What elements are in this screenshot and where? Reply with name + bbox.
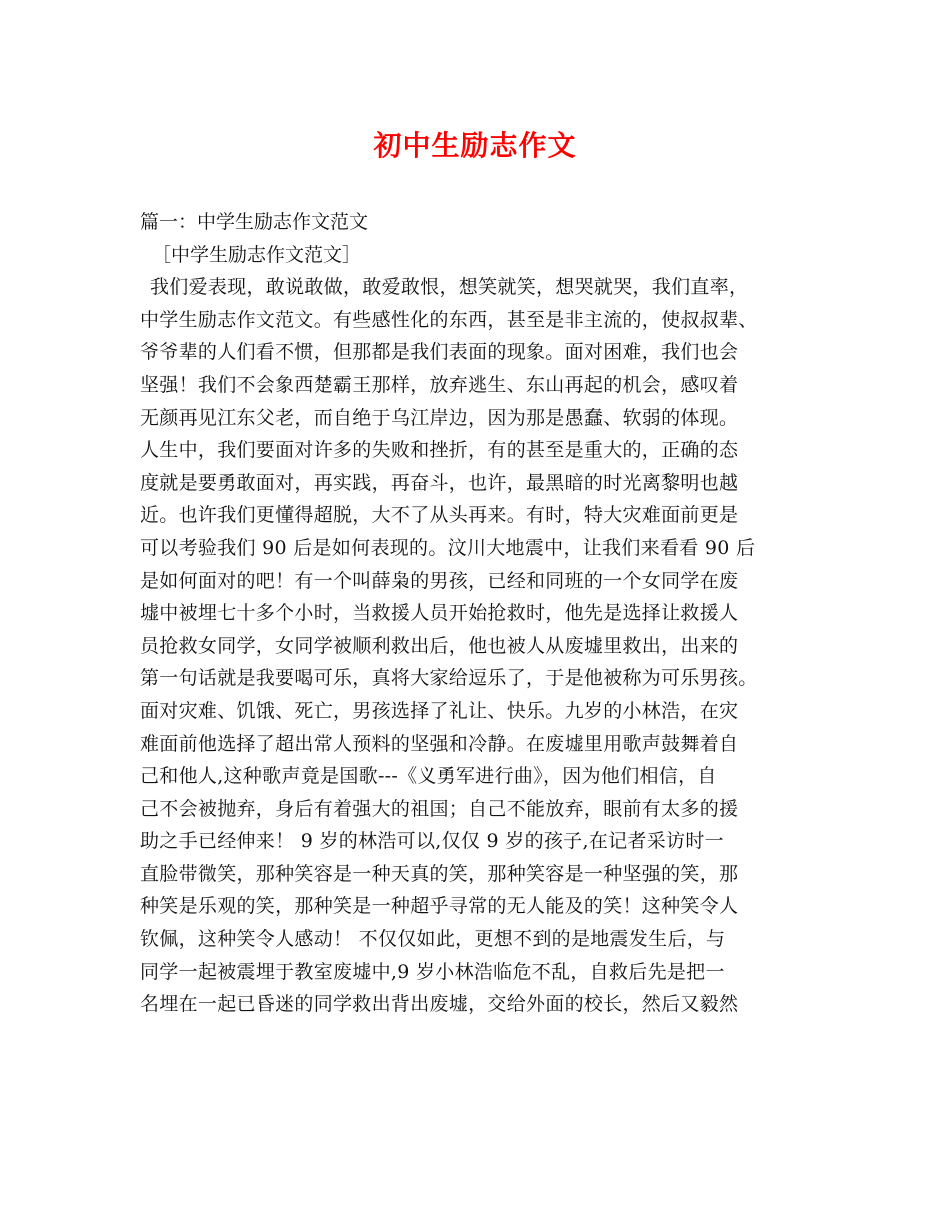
paragraph-line: 钦佩，这种笑令人感动！ 不仅仅如此，更想不到的是地震发生后，与 [140, 928, 726, 951]
paragraph-line: 种笑是乐观的笑，那种笑是一种超乎寻常的无人能及的笑！这种笑令人 [140, 895, 739, 918]
paragraph-line: 直脸带微笑，那种笑容是一种天真的笑，那种笑容是一种坚强的笑，那 [140, 862, 739, 885]
paragraph-line: 难面前他选择了超出常人预料的坚强和冷静。在废墟里用歌声鼓舞着自 [140, 732, 739, 755]
paragraph-line: 墟中被埋七十多个小时，当救援人员开始抢救时，他先是选择让救援人 [140, 602, 739, 625]
section-heading: 篇一：中学生励志作文范文 [140, 211, 369, 233]
section-subheading: ［中学生励志作文范文］ [152, 243, 362, 266]
document-title: 初中生励志作文 [373, 129, 577, 162]
paragraph-line: 坚强！我们不会象西楚霸王那样，放弃逃生、东山再起的机会，感叹着 [140, 373, 739, 396]
paragraph-line: 同学一起被震埋于教室废墟中,9 岁小林浩临危不乱，自救后先是把一 [140, 960, 725, 983]
paragraph-line: 人生中，我们要面对许多的失败和挫折，有的甚至是重大的，正确的态 [140, 439, 739, 462]
paragraph-line: 己不会被抛弃，身后有着强大的祖国；自己不能放弃，眼前有太多的援 [140, 797, 739, 820]
paragraph-line: 是如何面对的吧！有一个叫薛枭的男孩，已经和同班的一个女同学在废 [140, 569, 739, 592]
paragraph-line: 员抢救女同学，女同学被顺利救出后，他也被人从废墟里救出，出来的 [140, 634, 739, 657]
paragraph-line: 近。也许我们更懂得超脱，大不了从头再来。有时，特大灾难面前更是 [140, 504, 739, 527]
paragraph-line: 己和他人,这种歌声竟是国歌---《义勇军进行曲》，因为他们相信，自 [140, 765, 717, 788]
paragraph-line: 爷爷辈的人们看不惯，但那都是我们表面的现象。面对困难，我们也会 [140, 341, 739, 364]
paragraph-line: 面对灾难、饥饿、死亡，男孩选择了礼让、快乐。九岁的小林浩，在灾 [140, 699, 739, 722]
paragraph-line: 无颜再见江东父老，而自绝于乌江岸边，因为那是愚蠢、软弱的体现。 [140, 406, 739, 429]
paragraph-line: 中学生励志作文范文。有些感性化的东西，甚至是非主流的，使叔叔辈、 [140, 308, 758, 331]
document-body [140, 206, 820, 1021]
paragraph-line: 助之手已经伸来！ 9 岁的林浩可以,仅仅 9 岁的孩子,在记者采访时一 [140, 830, 724, 853]
paragraph-line: 度就是要勇敢面对，再实践，再奋斗，也许，最黑暗的时光离黎明也越 [140, 471, 739, 494]
paragraph-line: 我们爱表现，敢说敢做，敢爱敢恨，想笑就笑，想哭就哭，我们直率， [150, 276, 749, 299]
paragraph-line: 可以考验我们 90 后是如何表现的。汶川大地震中，让我们来看看 90 后 [140, 536, 756, 559]
paragraph-line: 第一句话就是我要喝可乐，真将大家给逗乐了，于是他被称为可乐男孩。 [140, 667, 758, 690]
paragraph-line: 名埋在一起已昏迷的同学救出背出废墟，交给外面的校长，然后又毅然 [140, 993, 739, 1016]
